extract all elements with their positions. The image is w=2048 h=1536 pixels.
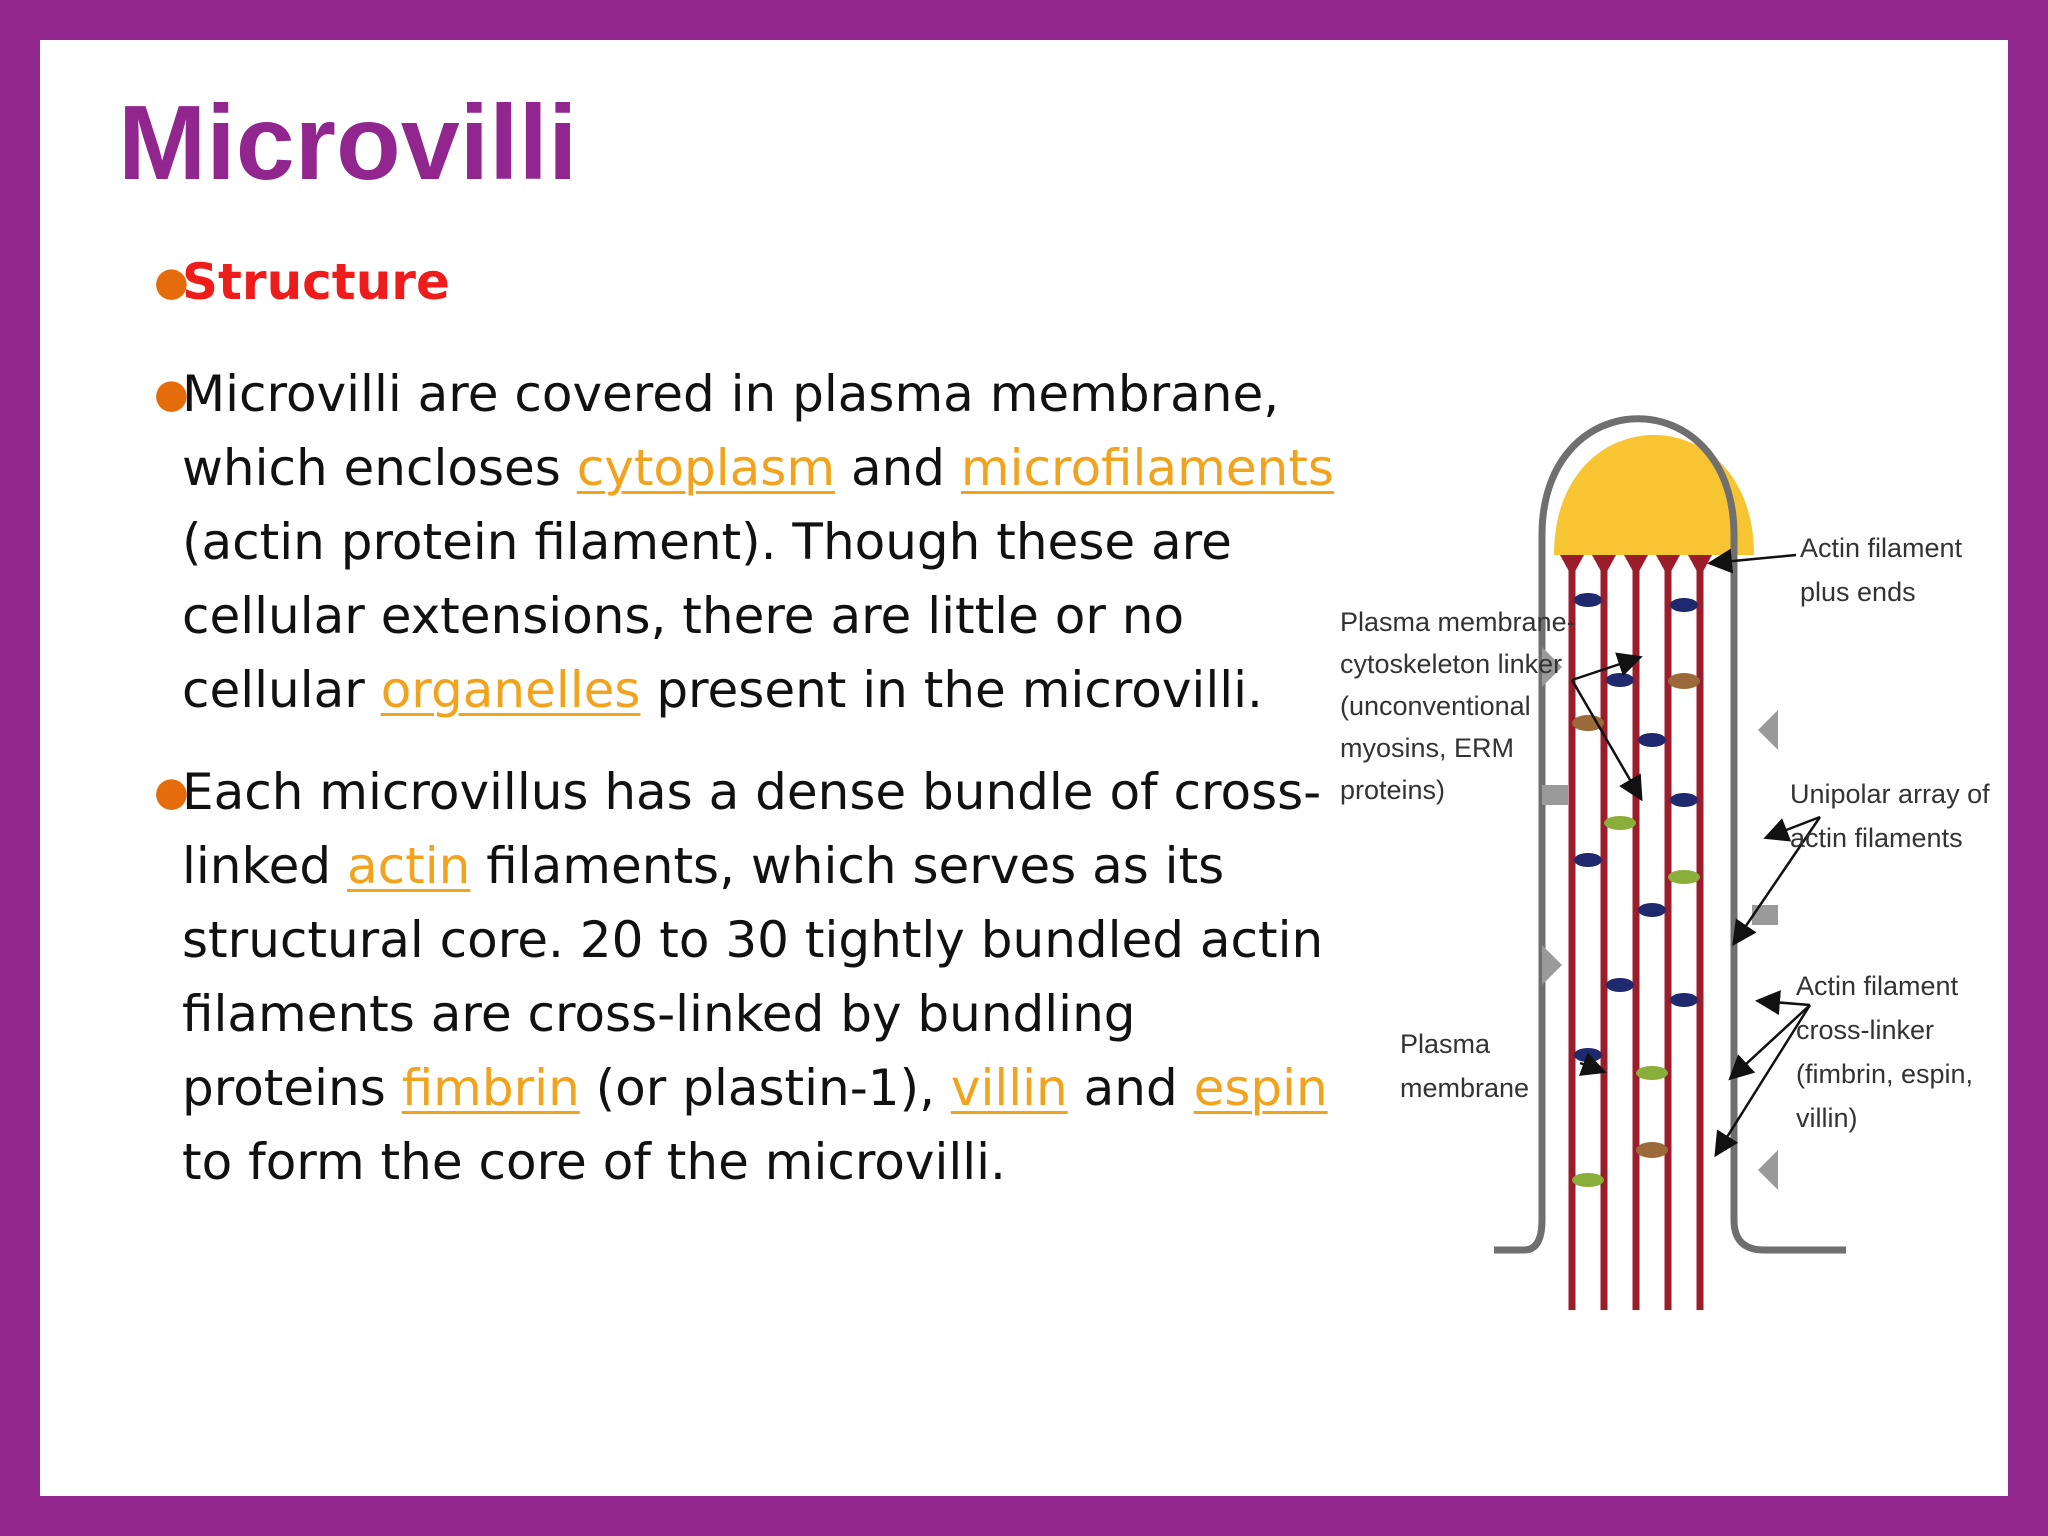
- label-membrane: Plasma membrane: [1400, 1029, 1530, 1103]
- label-arrows: [1572, 555, 1820, 1153]
- slide: [40, 40, 2008, 1496]
- bullet-dot-icon: ●: [154, 371, 189, 417]
- link-microfilaments[interactable]: microfilaments: [960, 439, 1334, 497]
- label-plus-ends: Actin filament plus ends: [1800, 533, 1963, 607]
- slide-title: Microvilli: [118, 84, 578, 202]
- membrane-outline: [1340, 1065, 1358, 1245]
- text-span: (or plastin-1),: [579, 1059, 951, 1117]
- link-espin[interactable]: espin: [1193, 1059, 1328, 1117]
- text-span: and: [835, 439, 961, 497]
- filament-plus-ends: [1560, 555, 1712, 577]
- bullet-dot-icon: ●: [154, 259, 189, 305]
- text-span: present in the microvilli.: [640, 661, 1263, 719]
- link-actin[interactable]: actin: [347, 837, 471, 895]
- link-villin[interactable]: villin: [950, 1059, 1068, 1117]
- bullet-paragraph-1: [110, 357, 1350, 727]
- text-span: filaments, which serves as its structural core. 20 to 30 tightly bundled actin filaments are cross-linked by bundling proteins: [182, 837, 1324, 1117]
- actin-filaments: [1572, 555, 1700, 1310]
- bullet-heading: [110, 245, 1350, 319]
- heading-text: Structure: [182, 253, 450, 311]
- bullet-dot-icon: ●: [154, 769, 189, 815]
- text-span: Microvilli are covered in plasma membrane, which encloses: [182, 365, 1280, 497]
- text-span: to form the core of the microvilli.: [182, 1133, 1006, 1191]
- text-span: (actin protein filament). Though these are cellular extensions, there are little or no cellular: [182, 513, 1232, 719]
- label-crosslinker: Actin filament cross-linker (fimbrin, espin, villin): [1796, 971, 1974, 1133]
- bullet-paragraph-2: [110, 755, 1350, 1199]
- label-unipolar: Unipolar array of actin filaments: [1790, 779, 1990, 853]
- microvillus-figure: [1340, 405, 2040, 1325]
- link-organelles[interactable]: organelles: [380, 661, 641, 719]
- link-fimbrin[interactable]: fimbrin: [401, 1059, 580, 1117]
- microvillus-diagram: [1340, 405, 2040, 1325]
- tip-cap: [1554, 435, 1754, 555]
- link-cytoplasm[interactable]: cytoplasm: [576, 439, 836, 497]
- text-span: and: [1067, 1059, 1194, 1117]
- text-span: Each microvillus has a dense bundle of cross-linked: [182, 763, 1322, 895]
- label-linker: Plasma membrane- cytoskeleton linker (unconventional myosins, ERM proteins): [1340, 607, 1576, 805]
- bullet-list: [110, 245, 1350, 1227]
